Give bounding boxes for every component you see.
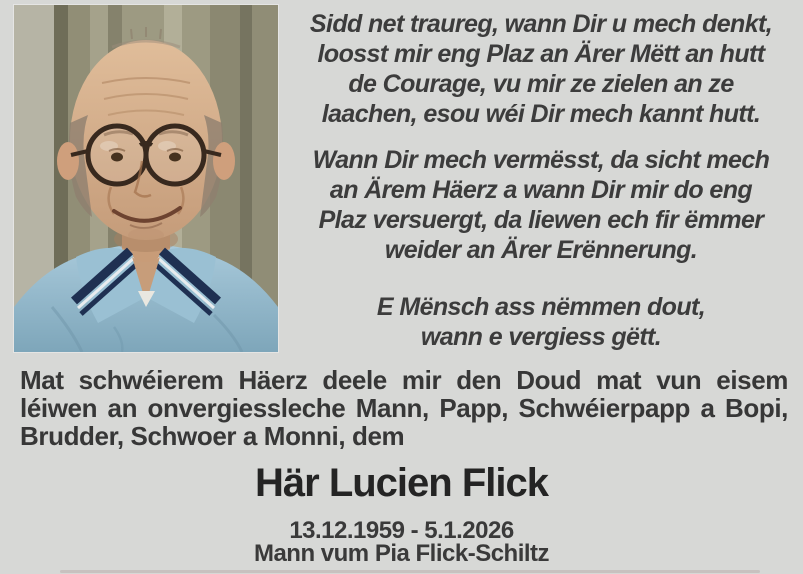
poem-line: Sidd net traureg, wann Dir u mech denkt, xyxy=(309,10,773,38)
poem-stanza xyxy=(285,145,797,265)
poem-line: laachen, esou wéi Dir mech kannt hutt. xyxy=(321,100,761,128)
death-announcement-text xyxy=(20,366,788,450)
life-dates: 13.12.1959 - 5.1.2026 xyxy=(289,517,514,544)
poem-line: Plaz versuergt, da liewen ech fir ëmmer xyxy=(318,206,764,234)
announcement-line: Brudder, Schwoer a Monni, dem xyxy=(20,421,405,451)
poem-line: an Ärem Häerz a wann Dir mir do eng xyxy=(329,176,753,204)
deceased-name: Här Lucien Flick xyxy=(255,461,548,505)
portrait-illustration xyxy=(14,5,278,352)
family-relation: Mann vum Pia Flick-Schiltz xyxy=(253,540,550,567)
poem-line: loosst mir eng Plaz an Ärer Mëtt an hutt xyxy=(317,40,765,68)
poem-line: de Courage, vu mir ze zielen an ze xyxy=(348,70,734,98)
poem-line: wann e vergiess gëtt. xyxy=(420,323,662,351)
memorial-poem xyxy=(285,9,797,368)
announcement-line: Mat schwéierem Häerz deele mir den Doud mat vun eisem xyxy=(20,365,788,395)
poem-line: Wann Dir mech vermësst, da sicht mech xyxy=(312,146,770,174)
bottom-rule xyxy=(60,570,760,573)
poem-line: weider an Ärer Erënnerung. xyxy=(384,236,698,264)
poem-stanza xyxy=(285,292,797,352)
portrait-photo xyxy=(14,5,278,352)
poem-stanza xyxy=(285,9,797,129)
announcement-line: léiwen an onvergiessleche Mann, Papp, Schwéierpapp a Bopi, xyxy=(20,393,788,423)
poem-line: E Mënsch ass nëmmen dout, xyxy=(376,293,706,321)
